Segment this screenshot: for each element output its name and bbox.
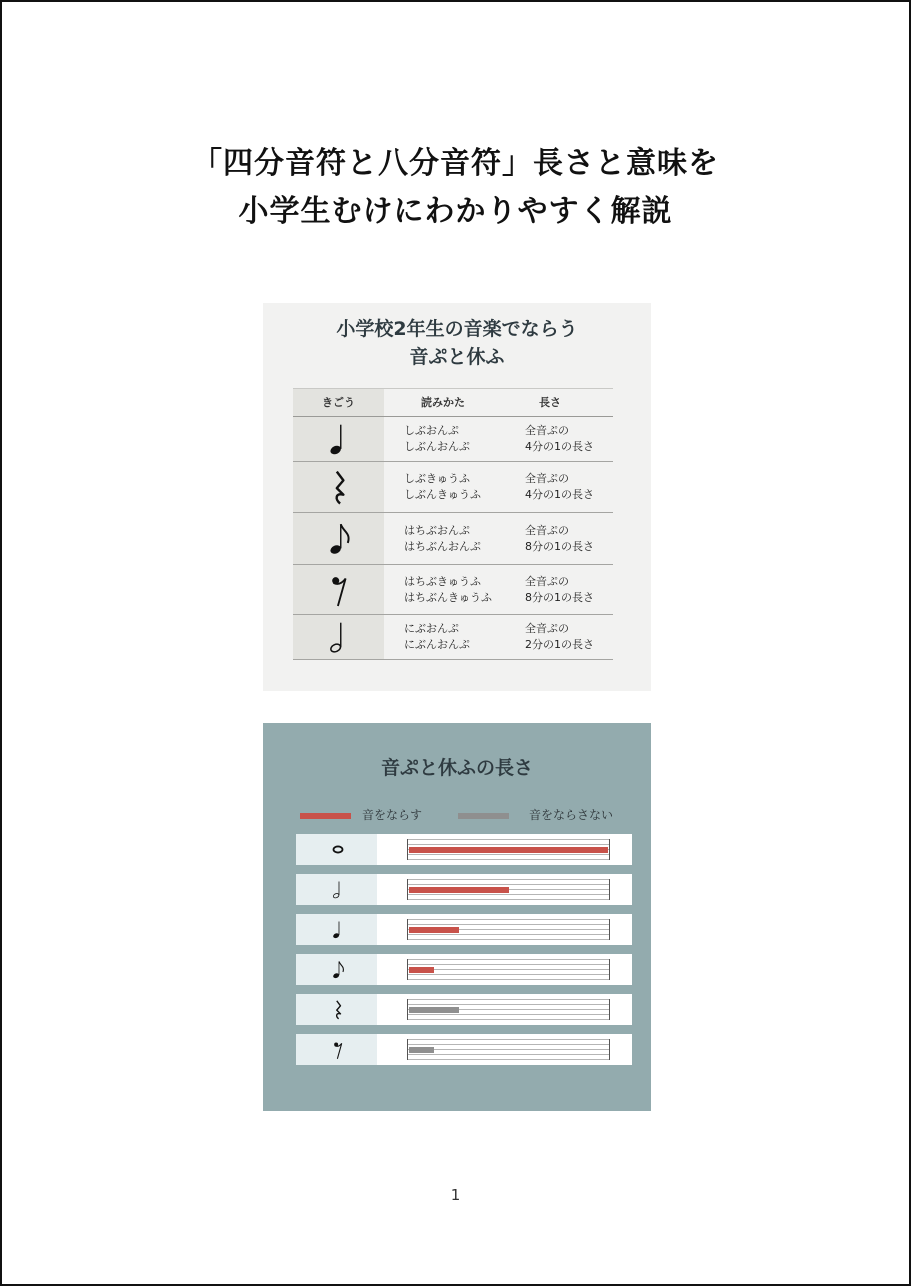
page-title [2,140,909,236]
reading-cell [404,471,481,503]
note-table-title-line1: 小学校2年生の音楽でならう [336,318,578,340]
length-cell [525,423,594,455]
legend-swatch-sounded [300,813,351,819]
length-bar-track [407,999,610,1020]
reading-cell [404,574,492,606]
staff-line [408,979,609,980]
staff-line [408,919,609,920]
length-cell [525,471,594,503]
staff-line [408,999,609,1000]
length-line: 全音ぷの [525,575,569,588]
legend [263,806,651,824]
reading-line: しぶきゅうふ [404,472,470,485]
length-bar-row [296,994,632,1025]
length-bar-row [296,874,632,905]
reading-line: しぶんおんぷ [404,440,470,453]
length-bar-track [407,1039,610,1060]
length-line: 2分の1の長さ [525,638,594,651]
staff-line [408,894,609,895]
half-note-icon [296,874,377,905]
staff-line [408,964,609,965]
silent-length-bar [409,1047,434,1053]
length-line: 全音ぷの [525,424,569,437]
reading-line: はちぶんおんぷ [404,540,481,553]
sounded-length-bar [409,967,434,973]
table-row [293,615,613,660]
note-table-title-line2: 音ぷと休ふ [409,346,505,368]
staff-line [408,1019,609,1020]
staff-line [408,1039,609,1040]
quarter-note-icon [296,914,377,945]
staff-line [408,924,609,925]
length-cell [525,574,594,606]
staff-line [408,899,609,900]
quarter-rest-icon [293,462,384,512]
note-length-title: 音ぷと休ふの長さ [380,757,533,779]
staff-line [408,934,609,935]
length-bar-track [407,919,610,940]
reading-line: はちぶんきゅうふ [404,591,492,604]
page-number: 1 [450,1186,461,1204]
length-line: 8分の1の長さ [525,591,594,604]
reading-cell [404,423,470,455]
length-line: 全音ぷの [525,472,569,485]
length-cell [525,621,594,653]
reading-cell [404,621,470,653]
staff-line [408,879,609,880]
eighth-note-icon [293,513,384,564]
staff-line [408,974,609,975]
sounded-length-bar [409,847,608,853]
staff-line [408,839,609,840]
quarter-note-icon [293,417,384,461]
reading-line: しぶんきゅうふ [404,488,481,501]
whole-note-icon [296,834,377,865]
table-row [293,513,613,565]
note-table-title [263,315,651,371]
reading-line: はちぶきゅうふ [404,575,481,588]
length-cell [525,523,594,555]
staff-line [408,939,609,940]
header-length: 長さ [539,396,561,409]
staff-line [408,1054,609,1055]
reading-line: にぶんおんぷ [404,638,470,651]
reading-line: にぶおんぷ [404,622,459,635]
header-reading: 読みかた [421,396,465,409]
header-symbol: きごう [293,389,384,416]
page-title-line1: 「四分音符と八分音符」長さと意味を [192,146,719,181]
page-title-line2: 小学生むけにわかりやすく解説 [238,194,673,229]
note-table [293,388,613,660]
note-table-figure [263,303,651,691]
reading-line: しぶおんぷ [404,424,459,437]
legend-label-silent: 音をならさない [529,808,614,822]
staff-line [408,884,609,885]
length-line: 4分の1の長さ [525,440,594,453]
length-line: 4分の1の長さ [525,488,594,501]
table-row [293,462,613,513]
staff-line [408,854,609,855]
staff-line [408,959,609,960]
length-bar-row [296,1034,632,1065]
reading-line: はちぶおんぷ [404,524,470,537]
eighth-rest-icon [293,565,384,614]
staff-line [408,1014,609,1015]
staff-line [408,969,609,970]
staff-line [408,844,609,845]
table-row [293,565,613,615]
staff-line [408,1059,609,1060]
length-bar-track [407,959,610,980]
legend-swatch-silent [458,813,509,819]
table-row [293,417,613,462]
sounded-length-bar [409,887,509,893]
staff-line [408,1049,609,1050]
half-note-icon [293,615,384,659]
eighth-note-icon [296,954,377,985]
quarter-rest-icon [296,994,377,1025]
length-bar-row [296,954,632,985]
staff-line [408,1004,609,1005]
length-line: 全音ぷの [525,524,569,537]
length-bar-row [296,834,632,865]
note-table-header [293,388,613,417]
staff-line [408,859,609,860]
reading-cell [404,523,481,555]
legend-label-sounded: 音をならす [362,808,423,822]
staff-line [408,1044,609,1045]
length-line: 全音ぷの [525,622,569,635]
length-bar-row [296,914,632,945]
length-bar-track [407,839,610,860]
eighth-rest-icon [296,1034,377,1065]
length-bar-track [407,879,610,900]
length-line: 8分の1の長さ [525,540,594,553]
note-length-figure [263,723,651,1111]
silent-length-bar [409,1007,459,1013]
sounded-length-bar [409,927,459,933]
